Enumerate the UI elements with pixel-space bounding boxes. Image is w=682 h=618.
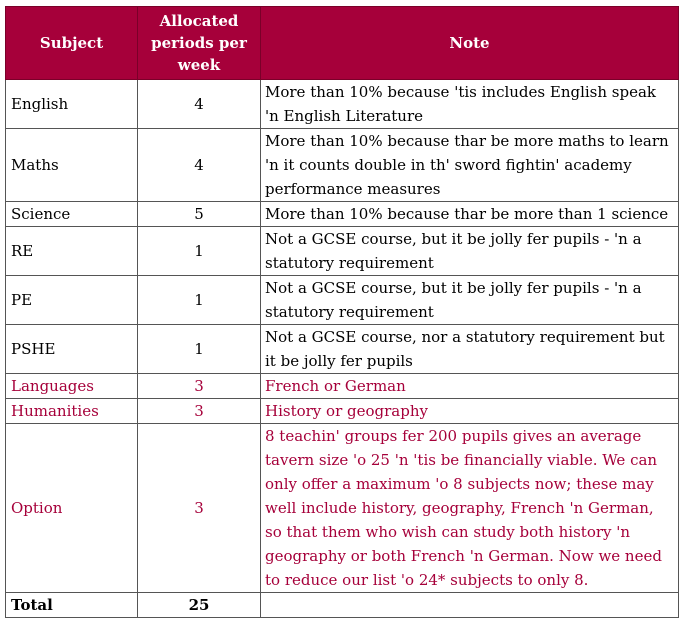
periods-cell: 3: [138, 399, 261, 424]
note-cell: Not a GCSE course, but it be jolly fer pupils - 'n a statutory requirement: [261, 276, 679, 325]
subject-cell: Option: [6, 424, 138, 593]
subject-cell: English: [6, 80, 138, 129]
subject-cell: Humanities: [6, 399, 138, 424]
periods-cell: 4: [138, 129, 261, 202]
periods-cell: 1: [138, 276, 261, 325]
note-cell: Not a GCSE course, but it be jolly fer pupils - 'n a statutory requirement: [261, 227, 679, 276]
table-row: [6, 227, 679, 276]
periods-cell: 4: [138, 80, 261, 129]
subject-cell: Science: [6, 202, 138, 227]
subject-cell: Maths: [6, 129, 138, 202]
total-row: [6, 593, 679, 618]
table-row: [6, 325, 679, 374]
periods-cell: 3: [138, 424, 261, 593]
note-cell: More than 10% because 'tis includes English speak 'n English Literature: [261, 80, 679, 129]
total-note: [261, 593, 679, 618]
header-note: Note: [261, 7, 679, 80]
total-periods: 25: [138, 593, 261, 618]
table-row: [6, 80, 679, 129]
subject-cell: PSHE: [6, 325, 138, 374]
note-cell: Not a GCSE course, nor a statutory requirement but it be jolly fer pupils: [261, 325, 679, 374]
periods-cell: 1: [138, 325, 261, 374]
note-cell: French or German: [261, 374, 679, 399]
table-row: [6, 276, 679, 325]
subject-cell: Languages: [6, 374, 138, 399]
note-cell: 8 teachin' groups fer 200 pupils gives an average tavern size 'o 25 'n 'tis be financially viable. We can only offer a maximum 'o 8 subjects now; these may well include history, geography, French 'n German, so that them who wish can study both history 'n geography or both French 'n German. Now we need to reduce our list 'o 24* subjects to only 8.: [261, 424, 679, 593]
table-row: [6, 129, 679, 202]
subject-cell: RE: [6, 227, 138, 276]
header-subject: Subject: [6, 7, 138, 80]
note-cell: History or geography: [261, 399, 679, 424]
total-label: Total: [6, 593, 138, 618]
curriculum-table: [5, 6, 679, 618]
table-row: [6, 202, 679, 227]
table-row: [6, 374, 679, 399]
note-cell: More than 10% because thar be more than 1 science: [261, 202, 679, 227]
periods-cell: 3: [138, 374, 261, 399]
periods-cell: 5: [138, 202, 261, 227]
periods-cell: 1: [138, 227, 261, 276]
header-periods: Allocated periods per week: [138, 7, 261, 80]
table-row: [6, 424, 679, 593]
table-row: [6, 399, 679, 424]
note-cell: More than 10% because thar be more maths to learn 'n it counts double in th' sword fightin' academy performance measures: [261, 129, 679, 202]
subject-cell: PE: [6, 276, 138, 325]
header-row: [6, 7, 679, 80]
